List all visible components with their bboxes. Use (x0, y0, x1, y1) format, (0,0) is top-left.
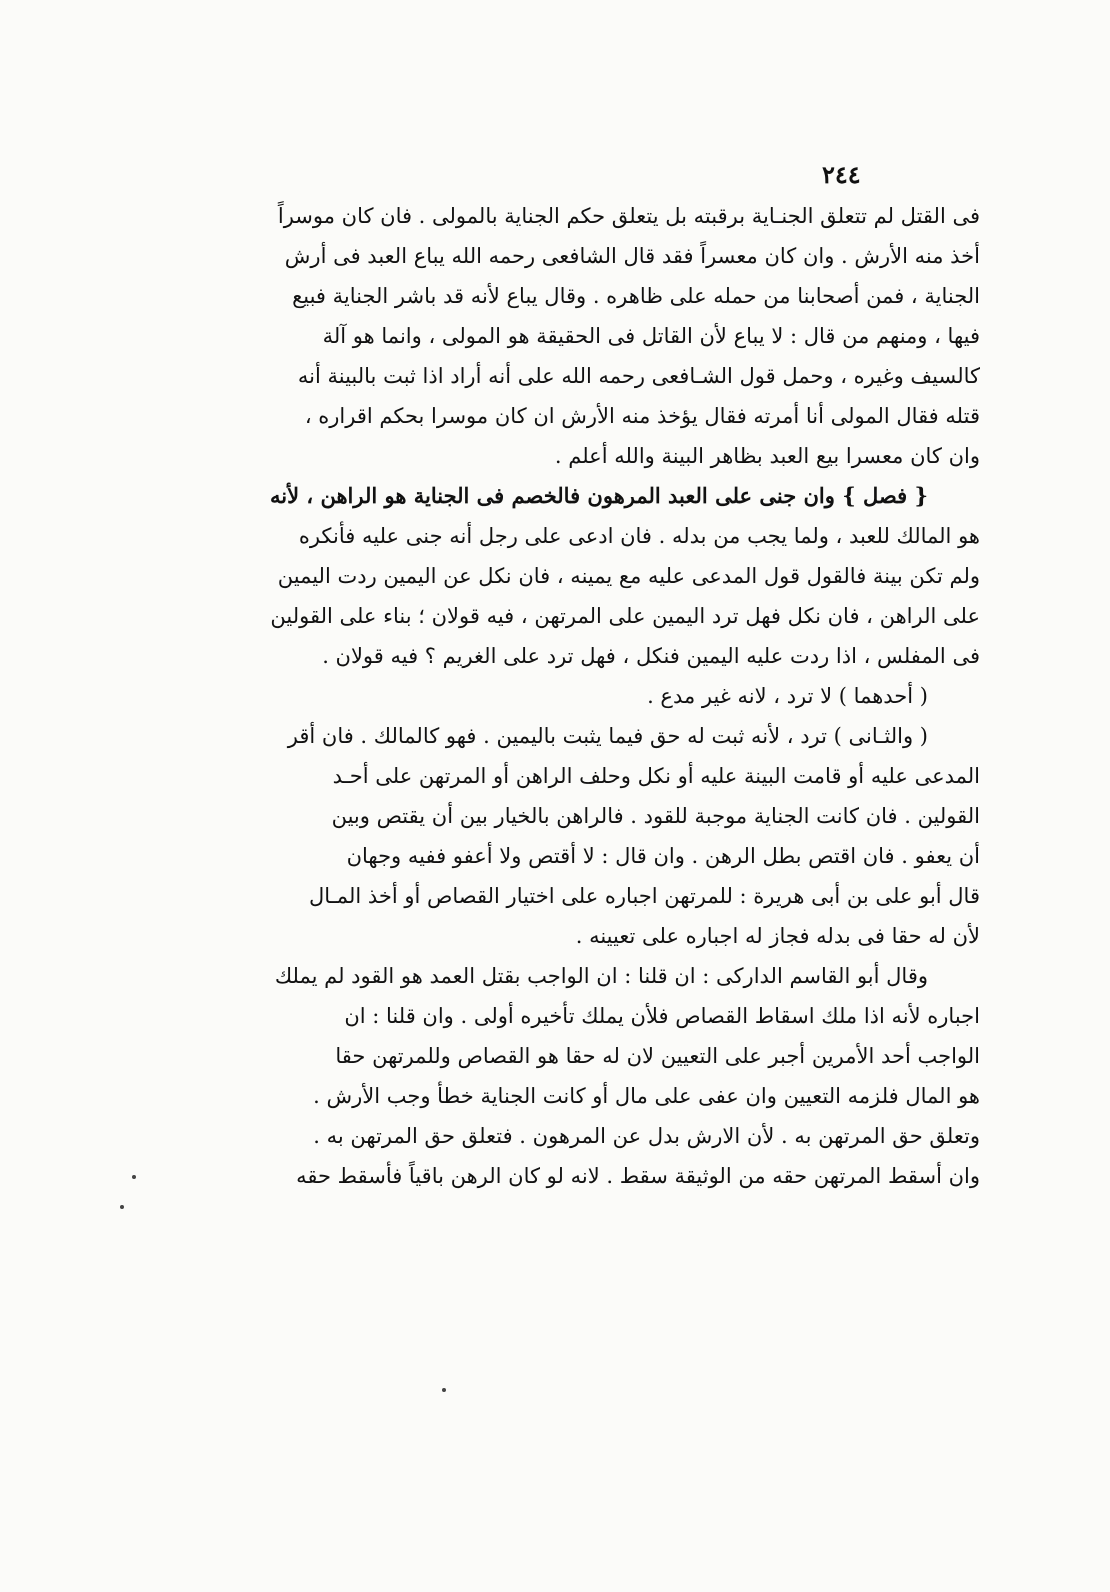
text-line: الجناية ، فمن أصحابنا من حمله على ظاهره . وقال يباع لأنه قد باشر الجناية فبيع (292, 284, 980, 308)
text-line: قال أبو على بن أبى هريرة : للمرتهن اجباره على اختيار القصاص أو أخذ المـال (309, 884, 980, 908)
text-line: وان أسقط المرتهن حقه من الوثيقة سقط . لانه لو كان الرهن باقياً فأسقط حقه (296, 1164, 980, 1188)
text-line: فيها ، ومنهم من قال : لا يباع لأن القاتل فى الحقيقة هو المولى ، وانما هو آلة (322, 324, 980, 348)
scan-speck (442, 1388, 446, 1392)
text-line: ولم تكن بينة فالقول قول المدعى عليه مع يمينه ، فان نكل عن اليمين ردت اليمين (277, 564, 980, 588)
paragraph-2 (200, 476, 980, 716)
text-line: أن يعفو . فان اقتص بطل الرهن . وان قال : لا أقتص ولا أعفو ففيه وجهان (346, 844, 980, 868)
scan-speck (120, 1205, 124, 1209)
scan-speck (132, 1175, 136, 1179)
text-line: هو المالك للعبد ، ولما يجب من بدله . فان ادعى على رجل أنه جنى عليه فأنكره (298, 524, 980, 548)
text-line: المدعى عليه أو قامت البينة عليه أو نكل وحلف الراهن أو المرتهن على أحـد (332, 764, 980, 788)
page-number: ٢٤٤ (822, 160, 861, 189)
text-line: وقال أبو القاسم الداركى : ان قلنا : ان الواجب بقتل العمد هو القود لم يملك (274, 964, 928, 988)
text-line: لأن له حقا فى بدله فجاز له اجباره على تعيينه . (575, 924, 980, 948)
body-text (200, 196, 980, 1196)
text-line: القولين . فان كانت الجناية موجبة للقود . فالراهن بالخيار بين أن يقتص وبين (331, 804, 980, 828)
text-line: قتله فقال المولى أنا أمرته فقال يؤخذ منه الأرش ان كان موسرا بحكم اقراره ، (304, 404, 980, 428)
section-heading-line: { فصل } وان جنى على العبد المرهون فالخصم فى الجناية هو الراهن ، لأنه (270, 483, 928, 508)
text-line: على الراهن ، فان نكل فهل ترد اليمين على المرتهن ، فيه قولان ؛ بناء على القولين (270, 604, 980, 628)
text-line: وتعلق حق المرتهن به . لأن الارش بدل عن المرهون . فتعلق حق المرتهن به . (313, 1124, 980, 1148)
text-line: ( أحدهما ) لا ترد ، لانه غير مدع . (647, 684, 928, 708)
text-line: اجباره لأنه اذا ملك اسقاط القصاص فلأن يملك تأخيره أولى . وان قلنا : ان (344, 1004, 980, 1028)
text-line: فى القتل لم تتعلق الجنـاية برقبته بل يتعلق حكم الجناية بالمولى . فان كان موسراً (277, 204, 980, 228)
text-line: ( والثـانى ) ترد ، لأنه ثبت له حق فيما يثبت باليمين . فهو كالمالك . فان أقر (287, 724, 928, 748)
paragraph-3 (200, 716, 980, 956)
text-line: هو المال فلزمه التعيين وان عفى على مال أو كانت الجناية خطأ وجب الأرش . (313, 1084, 980, 1108)
text-line: أخذ منه الأرش . وان كان معسراً فقد قال الشافعى رحمه الله يباع العبد فى أرش (284, 244, 980, 268)
paragraph-1 (200, 196, 980, 476)
text-line: الواجب أحد الأمرين أجبر على التعيين لان له حقا هو القصاص وللمرتهن حقا (335, 1044, 980, 1068)
text-line: كالسيف وغيره ، وحمل قول الشـافعى رحمه الله على أنه أراد اذا ثبت بالبينة أنه (297, 364, 980, 388)
paragraph-4 (200, 956, 980, 1196)
text-line: وان كان معسرا بيع العبد بظاهر البينة والله أعلم . (554, 444, 980, 468)
text-line: فى المفلس ، اذا ردت عليه اليمين فنكل ، فهل ترد على الغريم ؟ فيه قولان . (322, 644, 980, 668)
